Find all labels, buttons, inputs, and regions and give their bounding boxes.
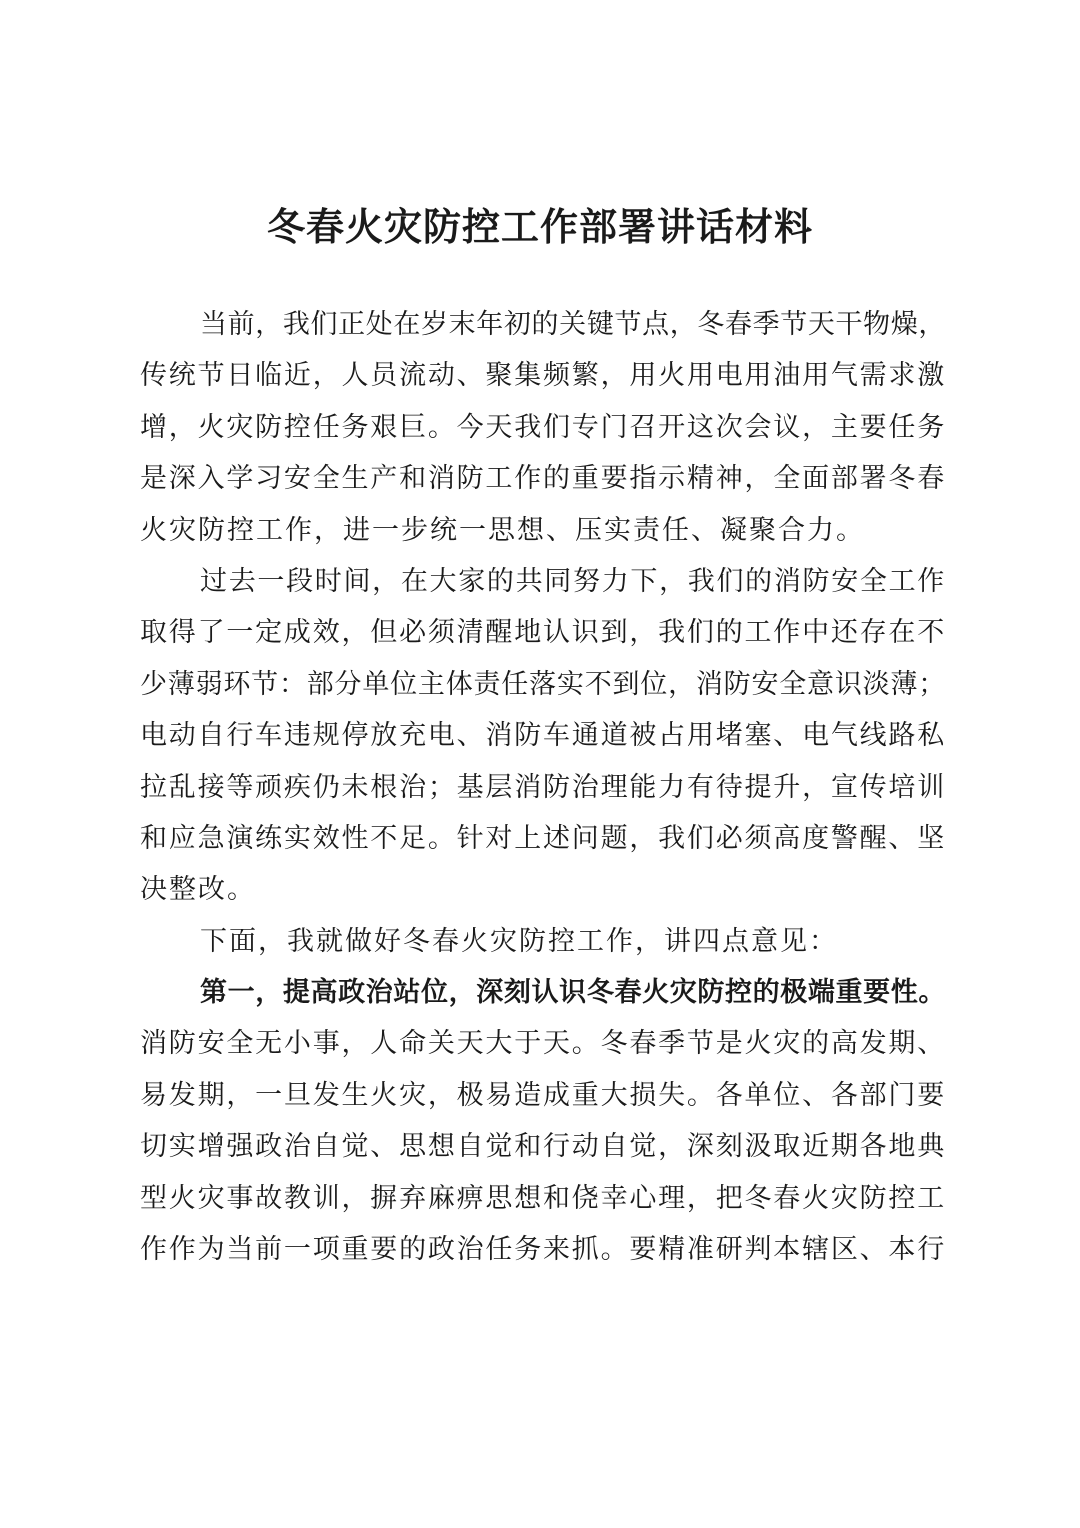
paragraph-line: 易发期，一旦发生火灾，极易造成重大损失。各单位、各部门要 <box>140 1079 946 1111</box>
paragraph-line: 是深入学习安全生产和消防工作的重要指示精神，全面部署冬春 <box>140 463 946 495</box>
paragraph-line: 火灾防控工作，进一步统一思想、压实责任、凝聚合力。 <box>140 514 865 546</box>
paragraph-line: 传统节日临近，人员流动、聚集频繁，用火用电用油用气需求激 <box>140 360 946 392</box>
paragraph-line: 少薄弱环节：部分单位主体责任落实不到位，消防安全意识淡薄； <box>140 668 946 700</box>
paragraph-line: 过去一段时间，在大家的共同努力下，我们的消防安全工作 <box>200 565 946 597</box>
paragraph-line: 型火灾事故教训，摒弃麻痹思想和侥幸心理，把冬春火灾防控工 <box>140 1182 946 1214</box>
document-title: 冬春火灾防控工作部署讲话材料 <box>266 204 813 249</box>
document-body <box>140 299 946 1275</box>
paragraph-line: 电动自行车违规停放充电、消防车通道被占用堵塞、电气线路私 <box>140 720 946 752</box>
paragraph-line: 切实增强政治自觉、思想自觉和行动自觉，深刻汲取近期各地典 <box>140 1131 946 1163</box>
section-heading-line: 第一，提高政治站位，深刻认识冬春火灾防控的极端重要性。 <box>200 977 946 1009</box>
paragraph-line: 消防安全无小事，人命关天大于天。冬春季节是火灾的高发期、 <box>140 1028 946 1060</box>
paragraph-line: 拉乱接等顽疾仍未根治；基层消防治理能力有待提升，宣传培训 <box>140 771 946 803</box>
paragraph-line: 和应急演练实效性不足。针对上述问题，我们必须高度警醒、坚 <box>140 822 946 854</box>
paragraph-line: 决整改。 <box>140 874 256 906</box>
paragraph-line: 增，火灾防控任务艰巨。今天我们专门召开这次会议，主要任务 <box>140 411 946 443</box>
paragraph-line: 作作为当前一项重要的政治任务来抓。要精准研判本辖区、本行 <box>140 1234 946 1266</box>
paragraph-line: 取得了一定成效，但必须清醒地认识到，我们的工作中还存在不 <box>140 617 946 649</box>
paragraph-line: 下面，我就做好冬春火灾防控工作，讲四点意见： <box>200 925 838 957</box>
paragraph-line: 当前，我们正处在岁末年初的关键节点，冬春季节天干物燥， <box>200 309 946 340</box>
